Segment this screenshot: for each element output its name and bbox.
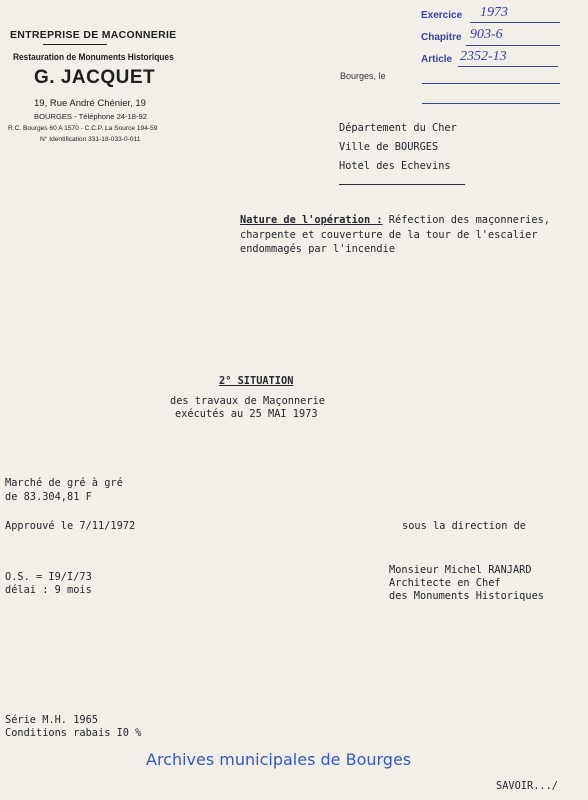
direction-line-2: Architecte en Chef (389, 577, 501, 589)
direction-label: sous la direction de (402, 520, 526, 532)
chapitre-value: 903-6 (470, 27, 503, 42)
company-address: 19, Rue André Chénier, 19 (34, 98, 146, 109)
company-activity: ENTREPRISE DE MACONNERIE (10, 29, 177, 41)
operation-line-2: charpente et couverture de la tour de l'escalier (240, 229, 538, 241)
operation-line-1 (240, 214, 550, 226)
article-label: Article (421, 54, 453, 65)
marche-line-2: de 83.304,81 F (5, 491, 92, 503)
chapitre-line (466, 45, 560, 46)
letterhead-divider (43, 44, 107, 45)
recipient-line-3: Hotel des Echevins (339, 160, 451, 172)
company-name: G. JACQUET (34, 67, 156, 88)
operation-line-3: endommagés par l'incendie (240, 243, 395, 255)
situation-title: 2° SITUATION (219, 375, 294, 387)
continuation-mark: SAVOIR.../ (496, 780, 558, 792)
place-date-label: Bourges, le (340, 71, 386, 81)
delay: délai : 9 mois (5, 584, 92, 596)
exercice-value: 1973 (480, 5, 508, 20)
company-identification: N° Identification 331-18-033-0-011 (40, 136, 141, 143)
marche-line-1: Marché de gré à gré (5, 477, 123, 489)
discount-conditions: Conditions rabais I0 % (5, 727, 142, 739)
company-registry: R.C. Bourges 60 A 1570 - C.C.P. La Source 194-59 (8, 125, 158, 132)
direction-line-3: des Monuments Historiques (389, 590, 544, 602)
admin-blank-line-1 (422, 83, 560, 84)
recipient-line-2: Ville de BOURGES (339, 141, 439, 153)
recipient-line-1: Département du Cher (339, 122, 457, 134)
admin-blank-line-2 (422, 103, 560, 104)
direction-line-1: Monsieur Michel RANJARD (389, 564, 532, 576)
series: Série M.H. 1965 (5, 714, 98, 726)
company-phone: BOURGES - Téléphone 24-18-92 (34, 112, 147, 121)
situation-line-2: exécutés au 25 MAI 1973 (175, 408, 318, 420)
recipient-divider (339, 184, 465, 185)
chapitre-label: Chapitre (421, 32, 462, 43)
exercice-line (470, 22, 560, 23)
article-value: 2352-13 (460, 49, 507, 64)
approval-date: Approuvé le 7/11/1972 (5, 520, 136, 532)
situation-line-1: des travaux de Maçonnerie (170, 395, 325, 407)
article-line (458, 66, 558, 67)
service-order: O.S. = I9/I/73 (5, 571, 92, 583)
archive-watermark: Archives municipales de Bourges (146, 750, 412, 769)
operation-text-1: Réfection des maçonneries, (388, 214, 550, 226)
exercice-label: Exercice (421, 10, 463, 21)
operation-label: Nature de l'opération : (240, 214, 383, 226)
company-specialty: Restauration de Monuments Historiques (13, 52, 174, 63)
